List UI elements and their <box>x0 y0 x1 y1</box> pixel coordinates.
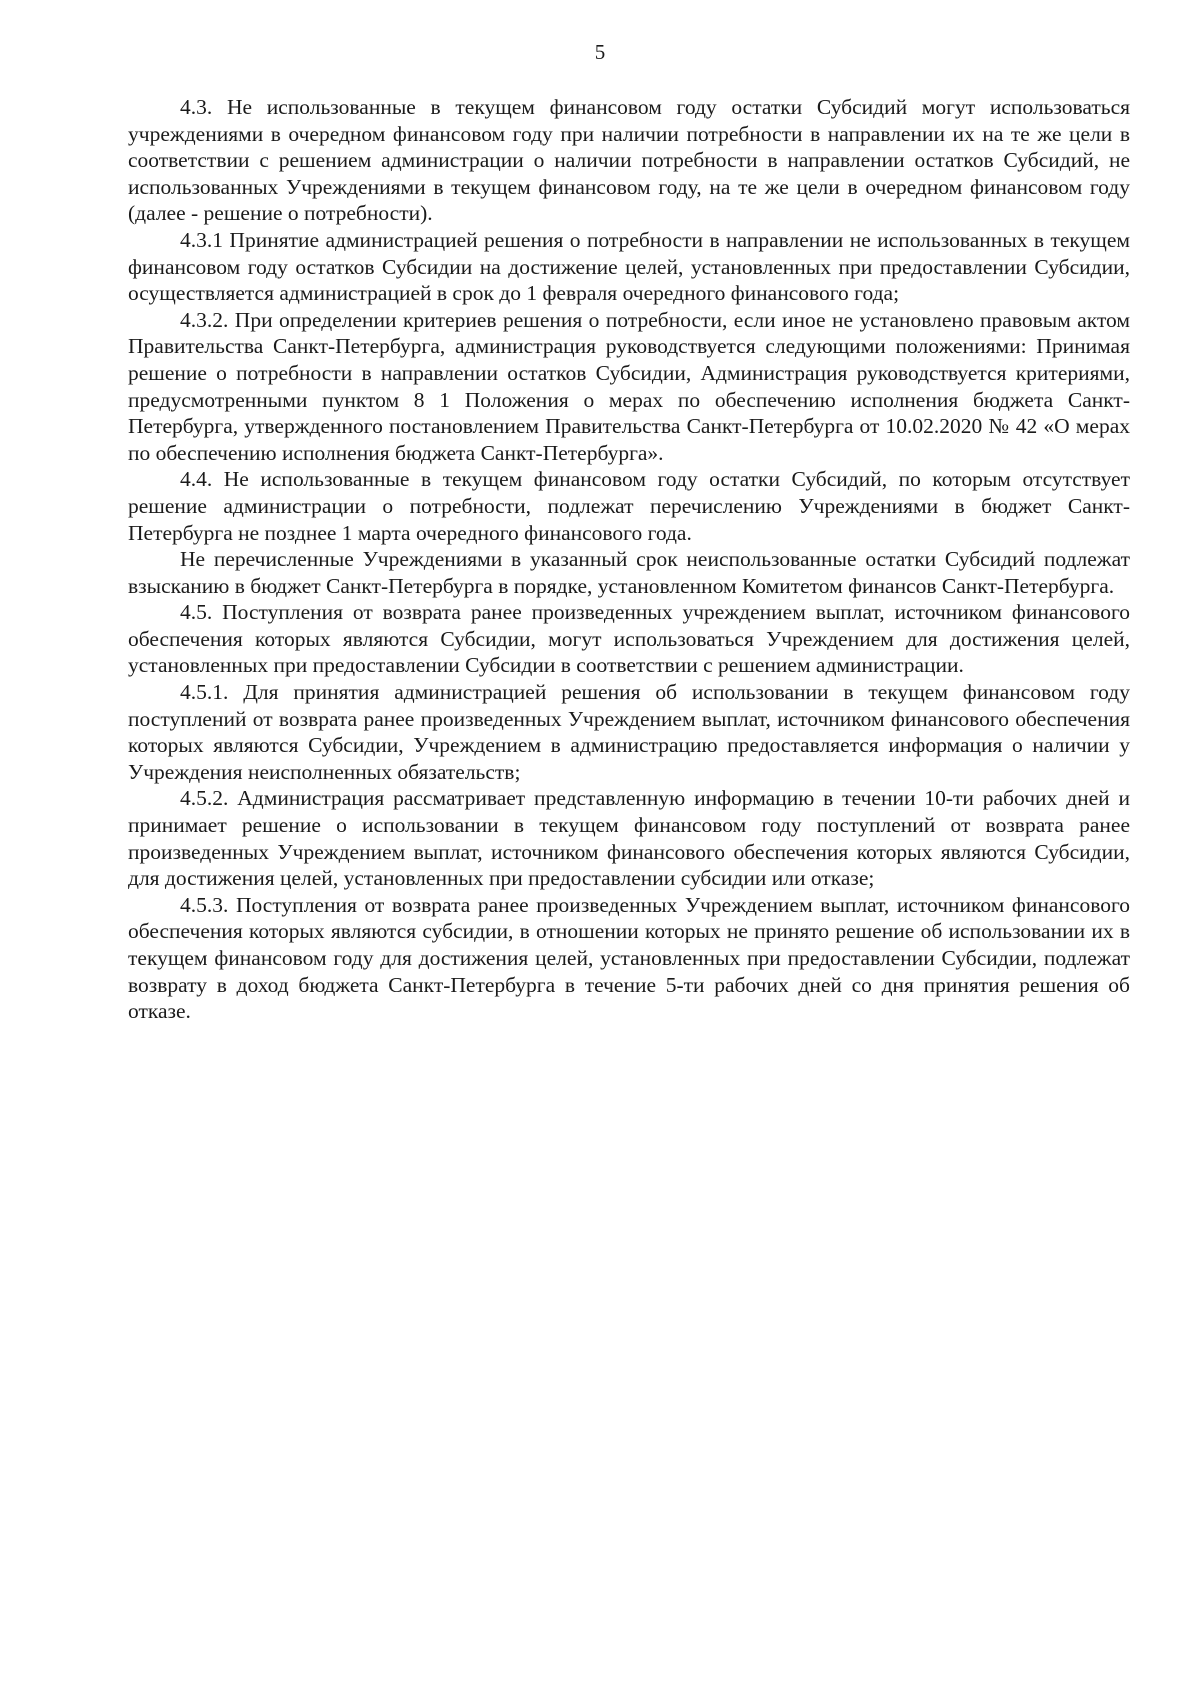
paragraph-4-3-2: 4.3.2. При определении критериев решения о потребности, если иное не установлено правовым актом Правительства Санкт-Петербурга, администрация руководствуется следующими положениями: Принимая решение о потребности в направлении остатков Субсидии, Администрация руководствуется критериями, предусмотренными пунктом 8 1 Положения о мерах по обеспечению исполнения бюджета Санкт-Петербурга, утвержденного постановлением Правительства Санкт-Петербурга от 10.02.2020 № 42 «О мерах по обеспечению исполнения бюджета Санкт-Петербурга». <box>128 307 1130 465</box>
paragraph-4-5-1: 4.5.1. Для принятия администрацией решения об использовании в текущем финансовом году поступлений от возврата ранее произведенных Учреждением выплат, источником финансового обеспечения которых являются Субсидии, Учреждением в администрацию предоставляется информация о наличии у Учреждения неисполненных обязательств; <box>128 680 1130 784</box>
paragraph-4-5-2: 4.5.2. Администрация рассматривает представленную информацию в течении 10-ти рабочих дней и принимает решение о использовании в текущем финансовом году поступлений от возврата ранее произведенных Учреждением выплат, источником финансового обеспечения которых являются Субсидии, для достижения целей, установленных при предоставлении субсидии или отказе; <box>128 786 1130 891</box>
paragraph-4-3-1: 4.3.1 Принятие администрацией решения о потребности в направлении не использованных в текущем финансовом году остатков Субсидии на достижение целей, установленных при предоставлении Субсидии, осуществляется администрацией в срок до 1 февраля очередного финансового года; <box>128 227 1130 306</box>
paragraph-4-4-continuation: Не перечисленные Учреждениями в указанный срок неиспользованные остатки Субсидий подлежат взысканию в бюджет Санкт-Петербурга в порядке, установленном Комитетом финансов Санкт-Петербурга. <box>128 547 1130 598</box>
page-number: 5 <box>594 40 606 64</box>
document-body <box>128 94 1130 1025</box>
paragraph-4-5-3: 4.5.3. Поступления от возврата ранее произведенных Учреждением выплат, источником финансового обеспечения которых являются субсидии, в отношении которых не принято решение об использовании их в текущем финансовом году для достижения целей, установленных при предоставлении Субсидии, подлежат возврату в доход бюджета Санкт-Петербурга в течение 5-ти рабочих дней со дня принятия решения об отказе. <box>128 892 1130 1024</box>
paragraph-4-4: 4.4. Не использованные в текущем финансовом году остатки Субсидий, по которым отсутствует решение администрации о потребности, подлежат перечислению Учреждениями в бюджет Санкт-Петербурга не позднее 1 марта очередного финансового года. <box>128 467 1130 545</box>
paragraph-4-5: 4.5. Поступления от возврата ранее произведенных учреждением выплат, источником финансового обеспечения которых являются Субсидии, могут использоваться Учреждением для достижения целей, установленных при предоставлении Субсидии в соответствии с решением администрации. <box>128 600 1130 678</box>
paragraph-4-3: 4.3. Не использованные в текущем финансовом году остатки Субсидий могут использоваться учреждениями в очередном финансовом году при наличии потребности в направлении их на те же цели в соответствии с решением администрации о наличии потребности в направлении остатков Субсидий, не использованных Учреждениями в текущем финансовом году, на те же цели в очередном финансовом году (далее - решение о потребности). <box>128 95 1130 226</box>
